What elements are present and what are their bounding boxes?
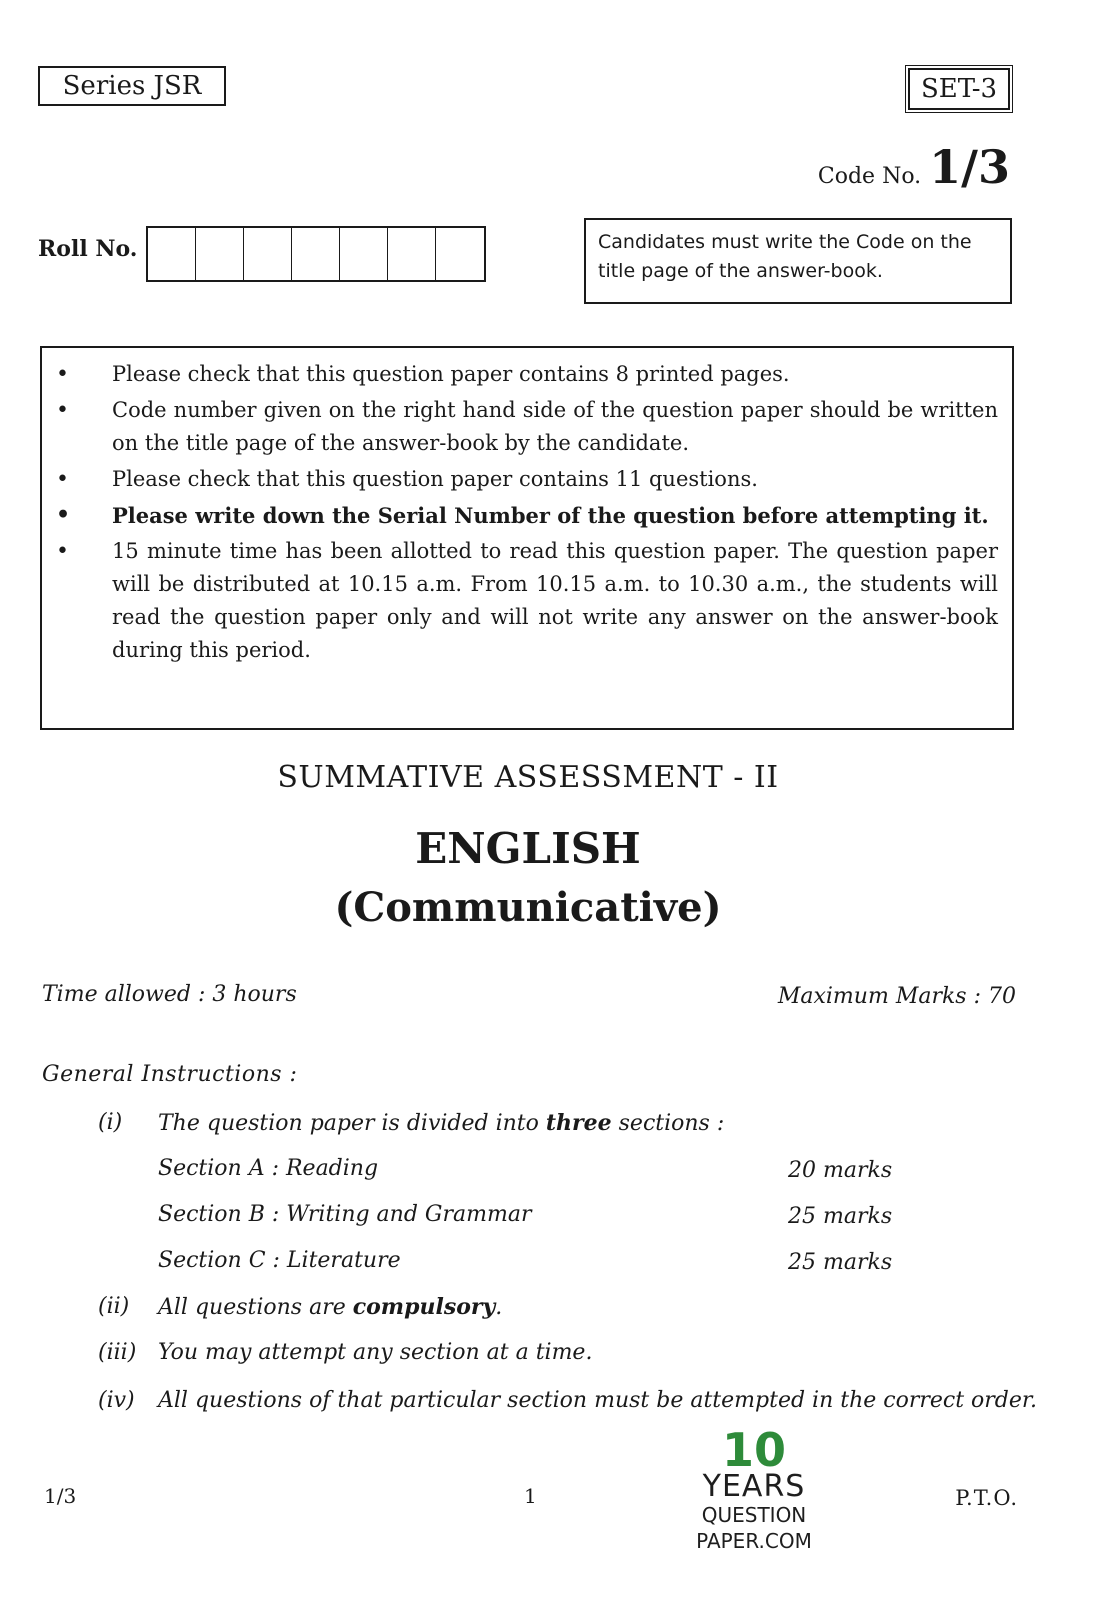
- section-name: Section A : Reading: [158, 1156, 379, 1181]
- instruction-item: [42, 499, 998, 532]
- instruction-text: You may attempt any section at a time.: [158, 1340, 593, 1365]
- roll-number-cell: [196, 228, 244, 280]
- instructions-list: [42, 358, 998, 667]
- instructions-box: [40, 346, 1014, 730]
- bullet-icon: •: [56, 398, 69, 423]
- instruction-text-part: .: [495, 1295, 503, 1320]
- instruction-number: (ii): [98, 1294, 130, 1319]
- footer-code: 1/3: [44, 1484, 77, 1508]
- instruction-text-part: All questions are: [158, 1295, 353, 1320]
- roll-number-label: Roll No.: [38, 236, 138, 262]
- instruction-text-part: The question paper is divided into: [158, 1111, 546, 1136]
- page-number: 1: [524, 1484, 537, 1508]
- roll-number-cell: [340, 228, 388, 280]
- section-marks: 20 marks: [788, 1158, 893, 1183]
- code-number: [818, 140, 1010, 194]
- instruction-item: [42, 463, 998, 496]
- bullet-icon: •: [56, 362, 69, 387]
- instruction-number: (i): [98, 1110, 123, 1135]
- series-label: Series JSR: [38, 66, 226, 106]
- code-value: 1/3: [929, 140, 1010, 194]
- section-name: Section C : Literature: [158, 1248, 401, 1273]
- instruction-text-part: sections :: [611, 1111, 725, 1136]
- subject-title: ENGLISH: [415, 824, 641, 873]
- section-marks: 25 marks: [788, 1250, 893, 1275]
- instruction-item: [42, 535, 998, 667]
- roll-number-boxes: [146, 226, 486, 282]
- instruction-number: (iv): [98, 1388, 135, 1413]
- section-name: Section B : Writing and Grammar: [158, 1202, 532, 1227]
- instruction-text-emphasis: three: [545, 1110, 612, 1136]
- instruction-item-text: Code number given on the right hand side of the question paper should be written on the title page of the answer-book by the candidate.: [112, 398, 998, 455]
- bullet-icon: •: [56, 539, 69, 564]
- subject-variant: (Communicative): [334, 884, 722, 931]
- watermark-site: QUESTION PAPER.COM: [696, 1503, 812, 1553]
- roll-number-cell: [244, 228, 292, 280]
- general-instructions-heading: General Instructions :: [42, 1062, 298, 1087]
- instruction-item-text: Please write down the Serial Number of the question before attempting it.: [112, 503, 989, 528]
- assessment-title: SUMMATIVE ASSESSMENT - II: [277, 760, 779, 795]
- bullet-icon: •: [56, 467, 69, 492]
- instruction-number: (iii): [98, 1340, 137, 1365]
- watermark-number: 10: [721, 1423, 786, 1477]
- watermark-logo: [646, 1423, 862, 1554]
- code-instruction-note: Candidates must write the Code on the title page of the answer-book.: [584, 218, 1012, 304]
- please-turn-over: P.T.O.: [955, 1486, 1018, 1510]
- roll-number-cell: [148, 228, 196, 280]
- instruction-item-text: 15 minute time has been allotted to read this question paper. The question paper will be distributed at 10.15 a.m. From 10.15 a.m. to 10.30 a.m., the students will read the question paper only and will not write any answer on the answer-book during this period.: [112, 539, 998, 662]
- instruction-text: [158, 1294, 502, 1320]
- roll-number-cell: [388, 228, 436, 280]
- roll-number-cell: [436, 228, 484, 280]
- instruction-item-text: Please check that this question paper contains 8 printed pages.: [112, 362, 790, 386]
- instruction-text: [158, 1110, 724, 1136]
- bullet-icon: •: [56, 502, 71, 528]
- time-allowed: Time allowed : 3 hours: [42, 982, 297, 1007]
- section-marks: 25 marks: [788, 1204, 893, 1229]
- instruction-item: [42, 394, 998, 460]
- watermark-years: YEARS: [702, 1469, 806, 1504]
- instruction-item: [42, 358, 998, 391]
- roll-number-cell: [292, 228, 340, 280]
- maximum-marks: Maximum Marks : 70: [777, 984, 1016, 1009]
- instruction-item-text: Please check that this question paper contains 11 questions.: [112, 467, 758, 491]
- set-label: SET-3: [908, 68, 1010, 110]
- instruction-text: All questions of that particular section must be attempted in the correct order.: [158, 1388, 1037, 1413]
- instruction-text-emphasis: compulsory: [352, 1294, 496, 1320]
- code-label: Code No.: [817, 164, 922, 189]
